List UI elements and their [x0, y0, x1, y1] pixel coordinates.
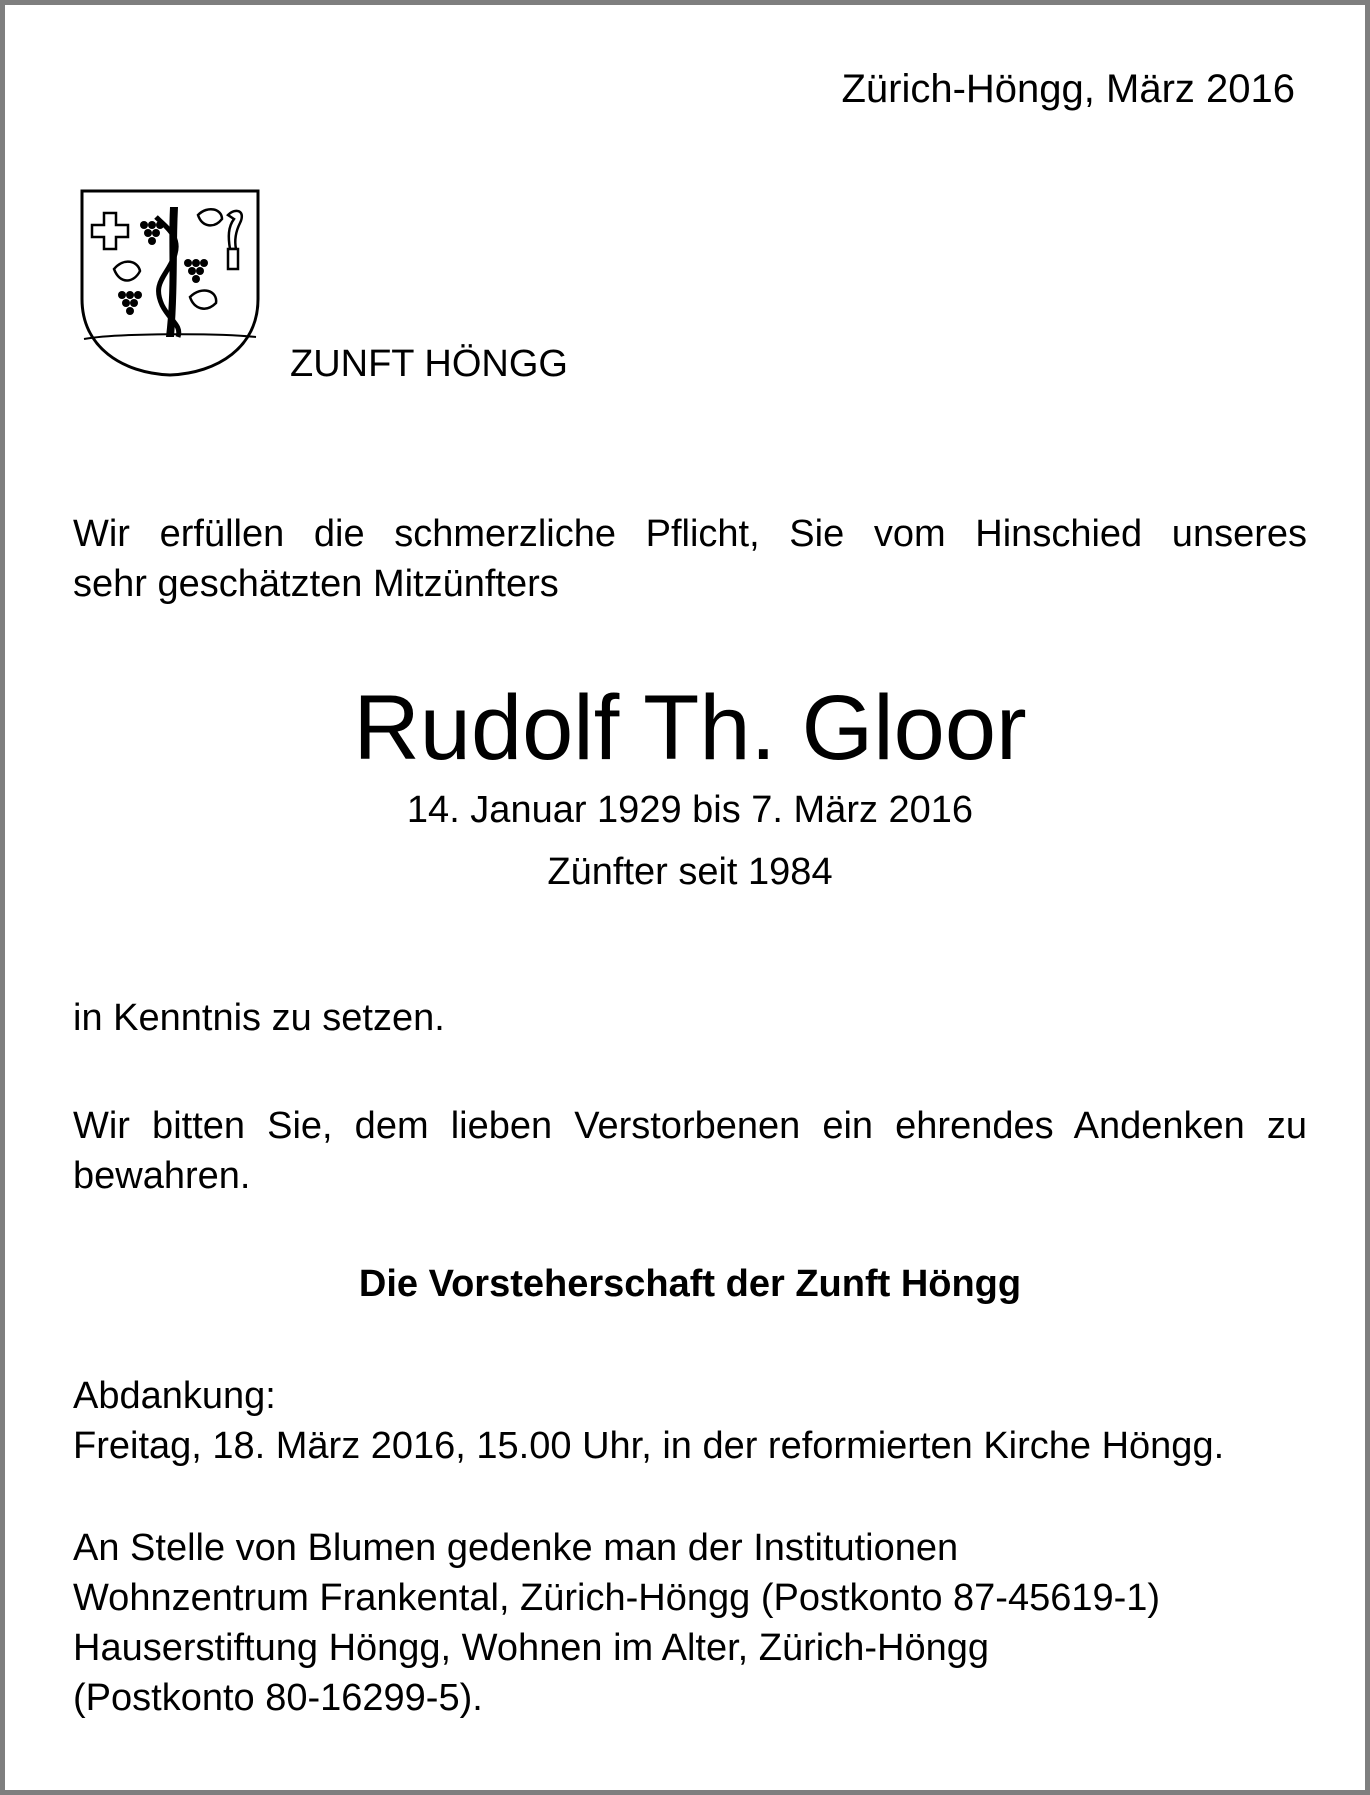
deceased-name: Rudolf Th. Gloor	[353, 677, 1027, 779]
request-line-1: Wir bitten Sie, dem lieben Verstorbenen ein ehrendes Andenken zu	[73, 1105, 1307, 1147]
inform-text: in Kenntnis zu setzen.	[73, 997, 445, 1039]
coat-of-arms-icon	[78, 187, 262, 379]
board-signature: Die Vorsteherschaft der Zunft Höngg	[358, 1263, 1022, 1305]
donation-line-1: An Stelle von Blumen gedenke man der Institutionen	[73, 1527, 959, 1569]
donation-line-3: Hauserstiftung Höngg, Wohnen im Alter, Zürich-Höngg	[73, 1627, 989, 1669]
intro-paragraph	[73, 509, 1307, 609]
place-date: Zürich-Höngg, März 2016	[841, 67, 1295, 111]
service-details: Freitag, 18. März 2016, 15.00 Uhr, in der reformierten Kirche Höngg.	[73, 1425, 1225, 1467]
request-line-2: bewahren.	[73, 1155, 251, 1197]
life-dates: 14. Januar 1929 bis 7. März 2016	[406, 789, 974, 831]
donation-paragraph	[73, 1523, 1307, 1723]
intro-line-1: Wir erfüllen die schmerzliche Pflicht, Sie vom Hinschied unseres	[73, 513, 1307, 555]
donation-line-4: (Postkonto 80-16299-5).	[73, 1677, 483, 1719]
request-paragraph	[73, 1101, 1307, 1201]
intro-line-2: sehr geschätzten Mitzünfters	[73, 563, 559, 605]
guild-name: ZUNFT HÖNGG	[290, 343, 568, 385]
service-label: Abdankung:	[73, 1375, 276, 1417]
member-since: Zünfter seit 1984	[547, 851, 833, 893]
donation-line-2: Wohnzentrum Frankental, Zürich-Höngg (Postkonto 87-45619-1)	[73, 1577, 1161, 1619]
